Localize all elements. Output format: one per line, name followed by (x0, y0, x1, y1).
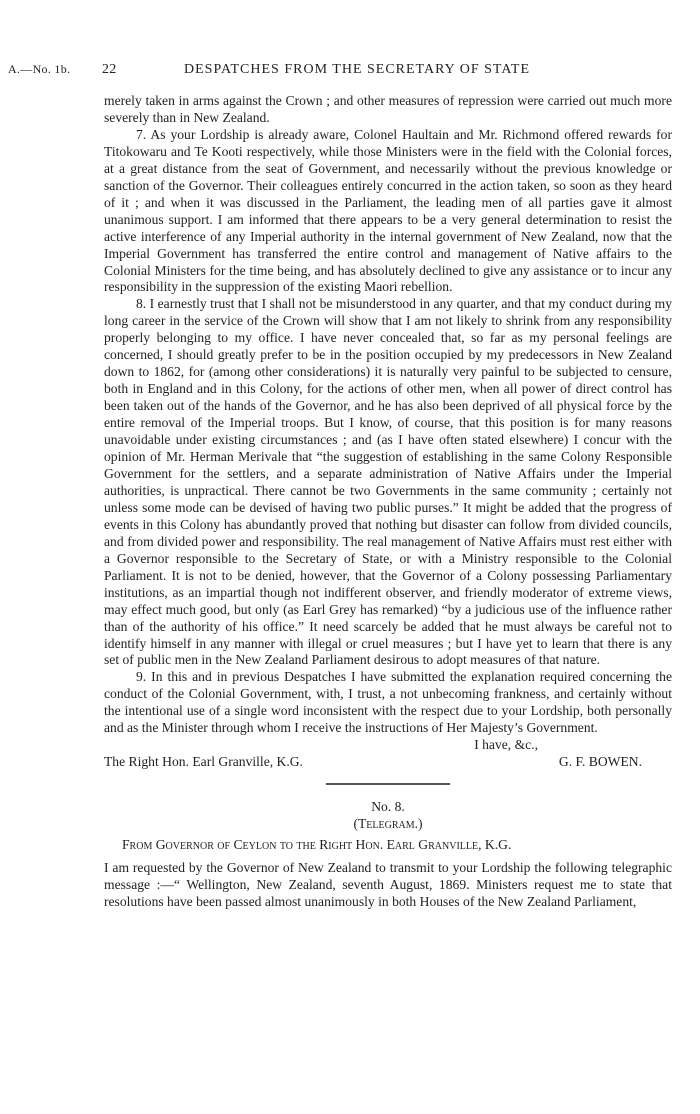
paragraph-continued: merely taken in arms against the Crown ; and other measures of repression were carried out much more severely than in New Zealand. (104, 93, 672, 125)
page-number: 22 (102, 62, 117, 77)
paragraph-7: 7. As your Lordship is already aware, Colonel Haultain and Mr. Richmond offered rewards for Titokowaru and Te Kooti respectively, while those Ministers were in the field with the Colonial forces, at a great distance from the seat of Government, and necessarily without the previous knowledge or sanction of the Governor. Their colleagues entirely concurred in the action taken, so soon as they heard of it ; and when it was discussed in the Parliament, the leading men of all parties gave it almost unanimous support. I am informed that there appears to be a very general determination to resist the active interference of any Imperial authority in the internal government of New Zealand, now that the Imperial Government has transferred the entire control and management of Native affairs to the Colonial Ministers for the time being, and has absolutely declined to give any assistance or to incur any responsibility in the suppression of the existing Maori rebellion. (104, 126, 672, 295)
addressee: The Right Hon. Earl Granville, K.G. (104, 754, 303, 770)
from-line: From Governor of Ceylon to the Right Hon. Earl Granville, K.G. (122, 837, 512, 853)
paragraph-9: 9. In this and in previous Despatches I have submitted the explanation required concerning the conduct of the Colonial Government, with, I trust, a not unbecoming frankness, and certainly without the intentional use of a single word inconsistent with the respect due to your Lordship, both personally and as the Minister through whom I receive the instructions of Her Majesty’s Government. (104, 669, 672, 736)
telegram-text: I am requested by the Governor of New Zealand to transmit to your Lordship the following telegraphic message :—“ Wellington, New Zealand, seventh August, 1869. Ministers request me to state that resolutions have been passed almost unanimously in both Houses of the New Zealand Parliament, (104, 860, 672, 909)
document-reference: A.—No. 1b. (8, 62, 71, 76)
closing-formula: I have, &c., (474, 737, 538, 753)
section-divider (326, 783, 450, 785)
signer: G. F. BOWEN. (558, 754, 642, 770)
section-kind: (Telegram.) (353, 816, 423, 832)
running-title: DESPATCHES FROM THE SECRETARY OF STATE (184, 62, 531, 77)
page-header (8, 62, 688, 84)
section-number: No. 8. (371, 799, 405, 815)
paragraph-8: 8. I earnestly trust that I shall not be misunderstood in any quarter, and that my conduct during my long career in the service of the Crown will show that I am not likely to shrink from any responsibility properly belonging to my office. I have never concealed that, so far as my personal feelings are concerned, I should greatly prefer to be in the position occupied by my predecessors in New Zealand down to 1862, for (among other considerations) it is naturally very painful to be subjected to censure, both in England and in this Colony, for the actions of other men, when all power of direct control has been taken out of the hands of the Governor, and he has also been deprived of all physical force by the entire removal of the Imperial troops. But I know, of course, that this position is for many reasons unavoidable under existing circumstances ; and (as I have often stated elsewhere) I concur with the opinion of Mr. Herman Merivale that “the suggestion of establishing in the same Colony Responsible Government for the settlers, and a separate administration of Native Affairs under the Imperial authorities, is unpractical. There cannot be two Governments in the same community ; certainly not unless some mode can be devised of having two public purses.” It might be added that the progress of events in this Colony has abundantly proved that nothing but disaster can follow from divided councils, and from divided power and responsibility. The real management of Native Affairs must rest either with a Governor responsible to the Secretary of State, or with a Ministry responsible to the Colonial Parliament. It is not to be denied, however, that the Governor of a Colony possessing Parliamentary institutions, as an impartial though not indifferent observer, and friendly moderator of extreme views, may effect much good, but only (as Earl Grey has remarked) “by a judicious use of the influence rather than of the authority of his office.” It need scarcely be added that he must always be careful not to identify himself in any manner with illegal or cruel measures ; but I have yet to learn that there is any set of public men in the New Zealand Parliament desirous to adopt measures of that nature. (104, 296, 672, 668)
body-text (104, 93, 672, 911)
signature-line (104, 754, 672, 771)
